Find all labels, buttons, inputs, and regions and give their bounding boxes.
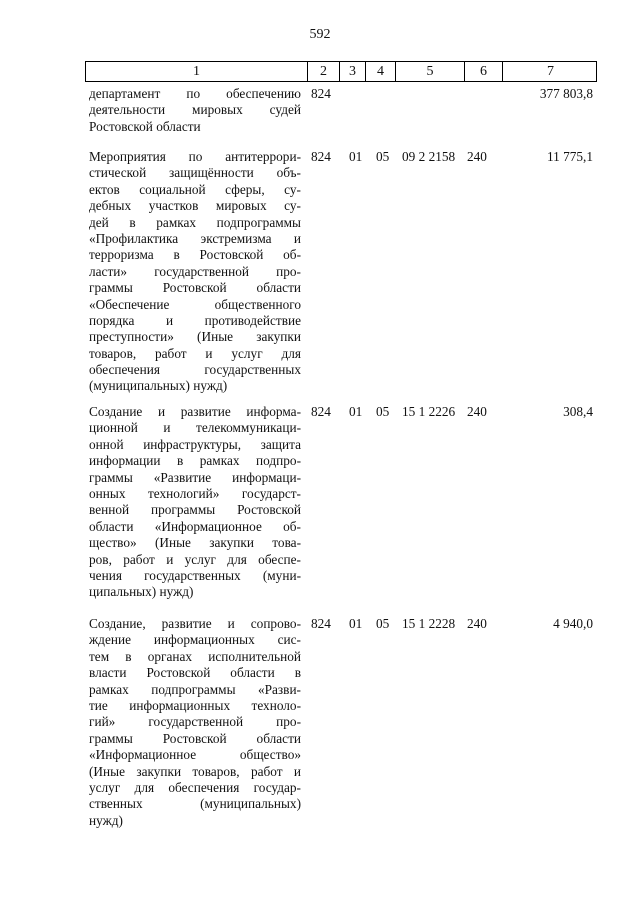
row-name-line: онной инфраструктуры, защита — [89, 436, 301, 452]
row-sum: 4 940,0 — [553, 616, 593, 631]
row-name-line: Мероприятия по антитеррори- — [89, 149, 301, 164]
row-csr: 15 1 2228 — [402, 616, 456, 631]
row-vr: 240 — [467, 616, 487, 631]
row-name-line: власти Ростовской области в — [89, 665, 301, 681]
row-name-line: щество» (Иные закупки това- — [89, 535, 301, 551]
row-name-line: нужд) — [89, 812, 123, 828]
row-name-line: Создание и развитие информа- — [89, 404, 301, 419]
row-name-line: «Информационное общество» — [89, 747, 301, 763]
row-name-line: тем в органах исполнительной — [89, 648, 301, 664]
row-name-line: товаров, работ и услуг для — [89, 345, 301, 361]
row-name-line: области «Информационное об- — [89, 518, 301, 534]
table-header-row — [85, 61, 597, 82]
row-name-line: онных технологий» государст- — [89, 485, 301, 501]
row-ved: 824 — [311, 404, 331, 419]
row-sum: 308,4 — [563, 404, 593, 419]
page-number: 592 — [309, 27, 331, 42]
row-pr: 05 — [376, 149, 390, 164]
row-name-line: ционной и телекоммуникаци- — [89, 420, 301, 436]
row-name-line: преступности» (Иные закупки — [89, 329, 301, 345]
row-csr: 15 1 2226 — [402, 404, 456, 419]
row-name — [89, 149, 301, 395]
row-name-line: ципальных) нужд) — [89, 584, 194, 600]
header-col-6: 6 — [465, 62, 503, 81]
row-ved: 824 — [311, 149, 331, 164]
row-name-line: граммы Ростовской области — [89, 280, 301, 296]
row-name-line: граммы Ростовской области — [89, 730, 301, 746]
row-name — [89, 616, 301, 829]
header-col-7: 7 — [547, 64, 554, 79]
row-name-line: тие информационных техноло- — [89, 697, 301, 713]
row-name-line: ектов социальной сферы, су- — [89, 181, 301, 197]
row-name-line: рамках подпрограммы «Разви- — [89, 681, 301, 697]
row-sum: 11 775,1 — [546, 149, 593, 164]
row-name-line: обеспечения государственных — [89, 362, 301, 378]
row-name-line: (муниципальных) нужд) — [89, 378, 228, 394]
row-name-line: дебных участков мировых су- — [89, 198, 301, 214]
row-name-line: услуг для обеспечения государ- — [89, 779, 301, 795]
header-col-4: 4 — [366, 62, 396, 81]
row-csr: 09 2 2158 — [402, 149, 456, 164]
row-name-line: стической защищённости объ- — [89, 165, 301, 181]
row-name-line: ров, работ и услуг для обеспе- — [89, 551, 301, 567]
row-name-line: ственных (муниципальных) — [89, 796, 301, 812]
row-name-line: ласти» государственной про- — [89, 263, 301, 279]
row-rz: 01 — [349, 616, 363, 631]
row-name-line: департамент по обеспечению — [89, 86, 301, 101]
header-col-3: 3 — [340, 62, 366, 81]
row-vr: 240 — [467, 404, 487, 419]
row-name-line: чения государственных (муни- — [89, 567, 301, 583]
row-name-line: граммы «Развитие информаци- — [89, 469, 301, 485]
row-name-line: «Профилактика экстремизма и — [89, 230, 301, 246]
row-rz: 01 — [349, 149, 363, 164]
row-vr: 240 — [467, 149, 487, 164]
row-name-line: информации в рамках подпро- — [89, 453, 301, 469]
row-name-line: терроризма в Ростовской об- — [89, 247, 301, 263]
row-name-line: Ростовской области — [89, 118, 201, 134]
header-col-1: 1 — [86, 62, 308, 81]
row-name-line: Создание, развитие и сопрово- — [89, 616, 301, 631]
row-pr: 05 — [376, 404, 390, 419]
row-name-line: венной программы Ростовской — [89, 502, 301, 518]
row-sum: 377 803,8 — [539, 86, 593, 101]
row-name — [89, 86, 301, 135]
header-col-2: 2 — [308, 62, 340, 81]
row-ved: 824 — [311, 616, 331, 631]
row-name-line: порядка и противодействие — [89, 312, 301, 328]
row-pr: 05 — [376, 616, 390, 631]
row-name-line: деятельности мировых судей — [89, 102, 301, 118]
row-name — [89, 404, 301, 601]
row-name-line: ждение информационных сис- — [89, 632, 301, 648]
row-name-line: «Обеспечение общественного — [89, 296, 301, 312]
row-name-line: дей в рамках подпрограммы — [89, 214, 301, 230]
row-ved: 824 — [311, 86, 331, 101]
row-name-line: (Иные закупки товаров, работ и — [89, 763, 301, 779]
row-rz: 01 — [349, 404, 363, 419]
row-name-line: гий» государственной про- — [89, 714, 301, 730]
header-col-5: 5 — [396, 62, 465, 81]
